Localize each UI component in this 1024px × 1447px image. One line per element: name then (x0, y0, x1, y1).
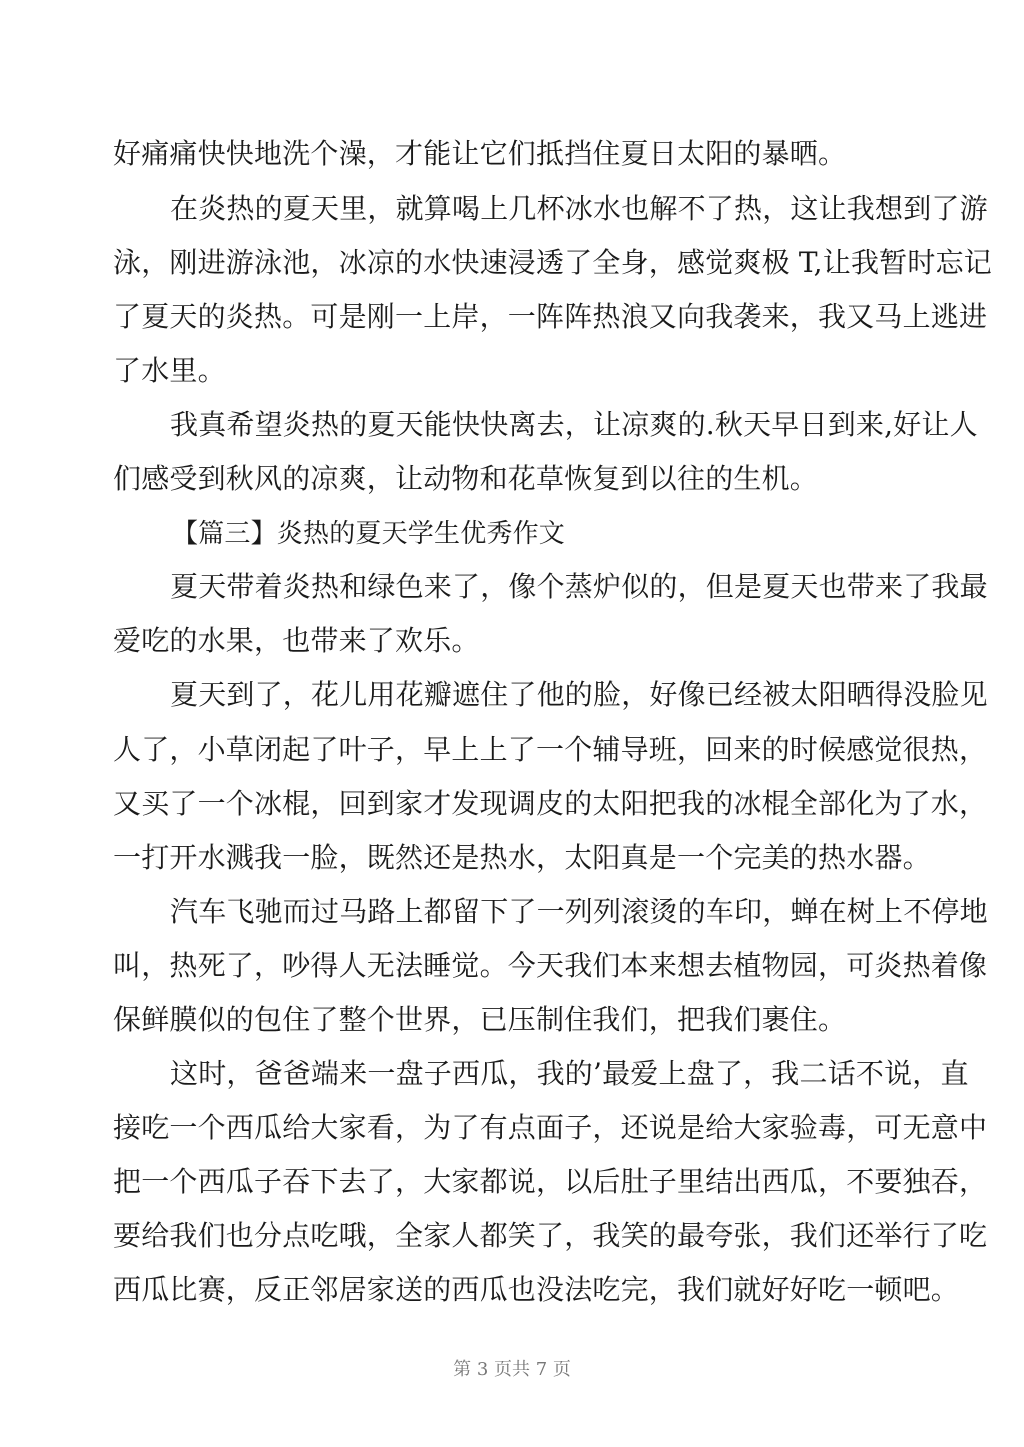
paragraph-line: 接吃一个西瓜给大家看，为了有点面子，还说是给大家验毒，可无意中 (113, 1111, 988, 1144)
paragraph-line: 保鲜膜似的包住了整个世界，已压制住我们，把我们裹住。 (113, 1003, 847, 1036)
paragraph-line: 我真希望炎热的夏天能快快离去，让凉爽的.秋天早日到来,好让人 (170, 408, 978, 441)
paragraph-line: 在炎热的夏天里，就算喝上几杯冰水也解不了热，这让我想到了游 (170, 192, 988, 225)
page-number-footer: 第 3 页共 7 页 (453, 1359, 571, 1380)
paragraph-line: 这时，爸爸端来一盘子西瓜，我的’最爱上盘了，我二话不说，直 (170, 1057, 969, 1090)
paragraph-line: 爱吃的水果，也带来了欢乐。 (113, 624, 480, 657)
paragraph-line: 要给我们也分点吃哦，全家人都笑了，我笑的最夸张，我们还举行了吃 (113, 1219, 988, 1252)
paragraph-line: 们感受到秋风的凉爽，让动物和花草恢复到以往的生机。 (113, 462, 819, 495)
paragraph-line: 把一个西瓜子吞下去了，大家都说，以后肚子里结出西瓜，不要独吞， (113, 1165, 988, 1198)
paragraph-line: 又买了一个冰棍，回到家才发现调皮的太阳把我的冰棍全部化为了水， (113, 787, 988, 820)
paragraph-line: 人了，小草闭起了叶子，早上上了一个辅导班，回来的时候感觉很热， (113, 733, 988, 766)
section-heading: 【篇三】炎热的夏天学生优秀作文 (172, 519, 566, 549)
paragraph-line: 了夏天的炎热。可是刚一上岸，一阵阵热浪又向我袭来，我又马上逃进 (113, 300, 988, 333)
paragraph-line: 夏天带着炎热和绿色来了，像个蒸炉似的，但是夏天也带来了我最 (170, 570, 988, 603)
paragraph-line: 汽车飞驰而过马路上都留下了一列列滚烫的车印，蝉在树上不停地 (170, 895, 988, 928)
paragraph-line: 一打开水溅我一脸，既然还是热水，太阳真是一个完美的热水器。 (113, 841, 931, 874)
paragraph-line: 叫，热死了，吵得人无法睡觉。今天我们本来想去植物园，可炎热着像 (113, 949, 988, 982)
paragraph-line: 好痛痛快快地洗个澡，才能让它们抵挡住夏日太阳的暴晒。 (113, 137, 847, 170)
paragraph-line: 西瓜比赛，反正邻居家送的西瓜也没法吃完，我们就好好吃一顿吧。 (113, 1273, 960, 1306)
paragraph-line: 了水里。 (113, 354, 226, 387)
paragraph-line: 泳，刚进游泳池，冰凉的水快速浸透了全身，感觉爽极 T,让我暂时忘记 (113, 246, 992, 279)
paragraph-line: 夏天到了，花儿用花瓣遮住了他的脸，好像已经被太阳晒得没脸见 (170, 678, 988, 711)
